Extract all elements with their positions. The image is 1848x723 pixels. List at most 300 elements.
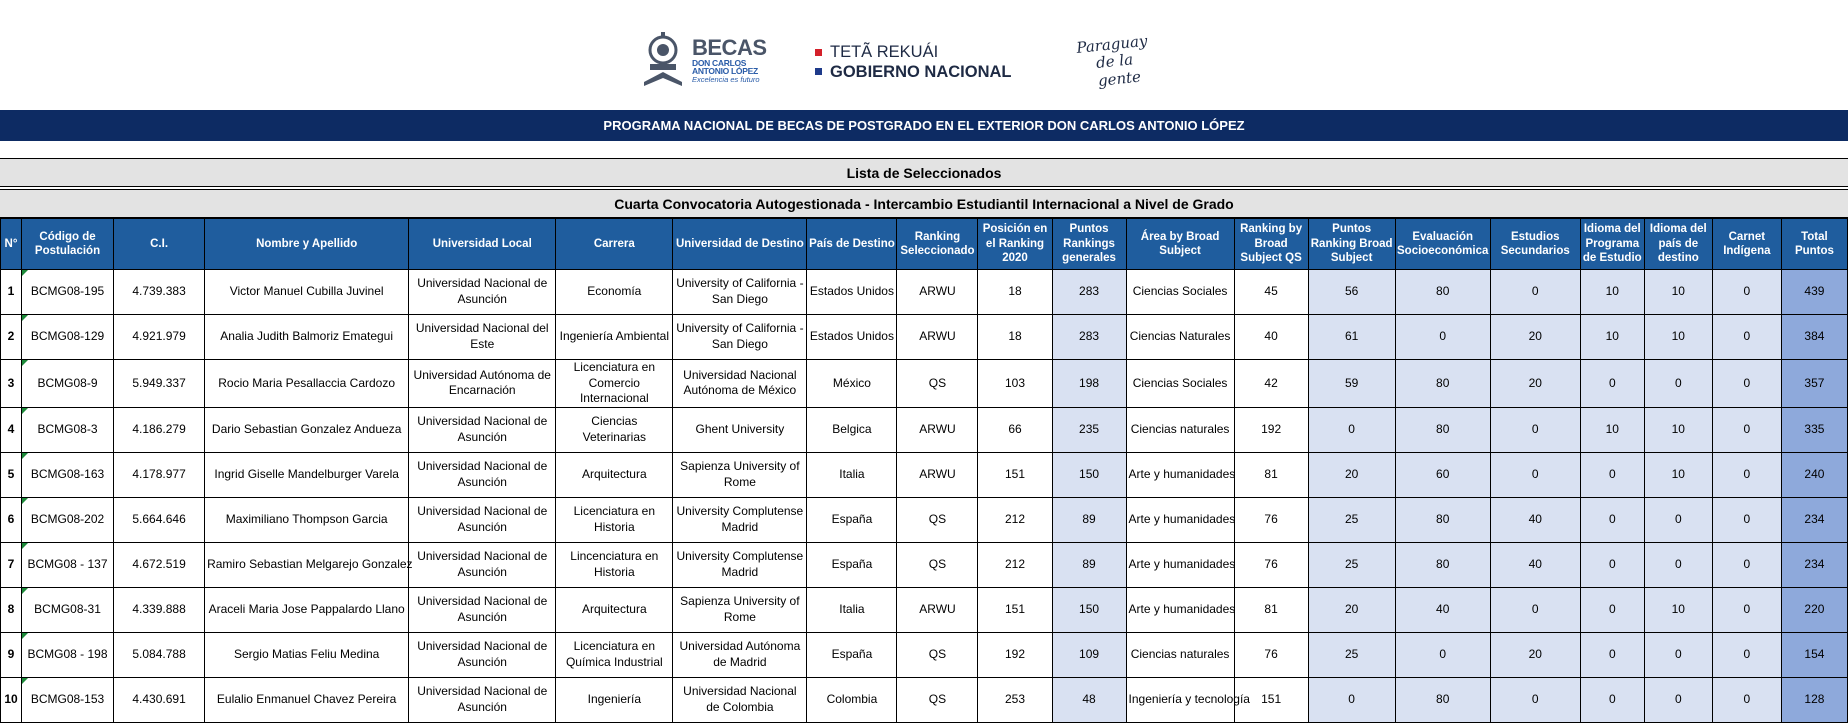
ranking-broad-subject-cell (1234, 542, 1308, 587)
pais-cell (807, 542, 897, 587)
codigo-cell-text: BCMG08-153 (30, 691, 105, 706)
carnet-cell-text: 0 (1743, 556, 1751, 571)
posicion-cell (978, 587, 1052, 632)
ranking-cell-text: QS (928, 646, 947, 661)
posicion-cell-text: 18 (1008, 284, 1022, 299)
total-cell-text: 128 (1804, 691, 1825, 706)
table-row (1, 360, 1848, 408)
posicion-cell-text: 192 (1004, 646, 1026, 661)
area-cell-text: Arte y humanidades (1128, 556, 1236, 571)
universidad-destino-cell (673, 315, 807, 360)
puntos-ranking-cell (1052, 315, 1126, 360)
row-number (1, 270, 22, 315)
codigo-cell (22, 270, 114, 315)
idioma-programa-cell-text: 0 (1608, 375, 1616, 390)
codigo-cell (22, 315, 114, 360)
row-number-text: 5 (7, 466, 15, 481)
universidad-local-cell-text: Universidad Nacional de Asunción (417, 639, 548, 669)
cell-comment-flag-icon (22, 408, 28, 414)
socioeconomica-cell-text: 80 (1436, 511, 1450, 526)
universidad-local-cell-text: Universidad Nacional de Asunción (417, 414, 548, 444)
idioma-pais-cell (1644, 497, 1712, 542)
column-header: Evaluación Socioeconómica (1395, 219, 1490, 270)
column-header: Universidad de Destino (673, 219, 807, 270)
universidad-destino-cell-text: Universidad Nacional Autónoma de México (683, 367, 797, 398)
column-header: Carrera (556, 219, 673, 270)
puntos-broad-subject-cell-text: 25 (1344, 646, 1359, 661)
posicion-cell (978, 497, 1052, 542)
universidad-destino-cell (673, 677, 807, 722)
socioeconomica-cell (1395, 587, 1490, 632)
nombre-cell-text: Ramiro Sebastian Melgarejo Gonzalez (207, 556, 413, 571)
nombre-cell-text: Victor Manuel Cubilla Juvinel (229, 284, 384, 299)
area-cell-text: Ciencias Sociales (1132, 375, 1228, 390)
idioma-pais-cell (1644, 587, 1712, 632)
ci-cell-text: 5.664.646 (132, 511, 186, 526)
idioma-pais-cell-text: 10 (1671, 421, 1685, 436)
table-row (1, 315, 1848, 360)
universidad-destino-cell-text: University of California - San Diego (676, 276, 804, 306)
column-header: Carnet Indígena (1712, 219, 1781, 270)
socioeconomica-cell (1395, 542, 1490, 587)
puntos-broad-subject-cell-text: 25 (1344, 511, 1359, 526)
cell-comment-flag-icon (22, 270, 28, 276)
area-cell (1126, 452, 1234, 497)
row-number-text: 9 (7, 646, 15, 661)
ranking-broad-subject-cell (1234, 587, 1308, 632)
socioeconomica-cell (1395, 677, 1490, 722)
posicion-cell-text: 151 (1004, 466, 1026, 481)
codigo-cell (22, 542, 114, 587)
universidad-local-cell-text: Universidad Nacional de Asunción (417, 459, 548, 489)
puntos-broad-subject-cell (1308, 542, 1395, 587)
posicion-cell (978, 360, 1052, 408)
area-cell-text: Ciencias naturales (1130, 646, 1230, 661)
ranking-broad-subject-cell-text: 81 (1264, 466, 1278, 481)
total-cell (1781, 542, 1847, 587)
posicion-cell (978, 632, 1052, 677)
total-cell (1781, 452, 1847, 497)
puntos-broad-subject-cell (1308, 587, 1395, 632)
socioeconomica-cell-text: 80 (1436, 691, 1450, 706)
table-row (1, 677, 1848, 722)
universidad-local-cell-text: Universidad Nacional de Asunción (417, 276, 548, 306)
codigo-cell-text: BCMG08 - 137 (27, 556, 108, 571)
puntos-broad-subject-cell (1308, 677, 1395, 722)
carnet-cell-text: 0 (1743, 511, 1751, 526)
nombre-cell-text: Rocio Maria Pesallaccia Cardozo (218, 375, 396, 390)
puntos-ranking-cell-text: 89 (1082, 556, 1096, 571)
carnet-cell (1712, 497, 1781, 542)
ranking-broad-subject-cell-text: 42 (1264, 375, 1278, 390)
becas-logo (640, 30, 767, 90)
area-cell-text: Arte y humanidades (1128, 466, 1236, 481)
column-header: N° (1, 219, 22, 270)
codigo-cell-text: BCMG08-9 (37, 375, 98, 390)
idioma-programa-cell-text: 0 (1608, 646, 1616, 661)
puntos-broad-subject-cell-text: 0 (1348, 421, 1355, 436)
becas-emblem-icon (640, 32, 686, 88)
pais-cell-text: Colombia (826, 691, 878, 706)
pais-cell-text: Italia (839, 601, 865, 616)
carnet-cell-text: 0 (1743, 284, 1751, 299)
puntos-ranking-cell (1052, 587, 1126, 632)
column-header: Idioma del país de destino (1644, 219, 1712, 270)
row-number (1, 497, 22, 542)
carrera-cell (556, 452, 673, 497)
ranking-cell (897, 270, 978, 315)
puntos-ranking-cell-text: 198 (1079, 375, 1100, 390)
universidad-destino-cell (673, 497, 807, 542)
ci-cell-text: 4.178.977 (132, 466, 186, 481)
total-cell (1781, 677, 1847, 722)
idioma-programa-cell-text: 10 (1605, 329, 1619, 344)
ci-cell-text: 4.672.519 (132, 556, 186, 571)
socioeconomica-cell-text: 80 (1436, 284, 1450, 299)
column-header: Nombre y Apellido (205, 219, 409, 270)
puntos-broad-subject-cell (1308, 452, 1395, 497)
universidad-destino-cell-text: University Complutense Madrid (676, 504, 804, 534)
carnet-cell (1712, 632, 1781, 677)
codigo-cell (22, 407, 114, 452)
idioma-pais-cell-text: 10 (1671, 601, 1685, 616)
cell-comment-flag-icon (22, 315, 28, 321)
row-number-text: 1 (7, 284, 15, 299)
idioma-pais-cell (1644, 632, 1712, 677)
column-header: Puntos Rankings generales (1052, 219, 1126, 270)
idioma-programa-cell (1580, 315, 1644, 360)
universidad-local-cell-text: Universidad Nacional de Asunción (417, 684, 548, 714)
carnet-cell (1712, 360, 1781, 408)
idioma-programa-cell (1580, 677, 1644, 722)
carnet-cell-text: 0 (1743, 375, 1751, 390)
cell-comment-flag-icon (22, 633, 28, 639)
idioma-pais-cell-text: 0 (1674, 556, 1682, 571)
pais-cell (807, 270, 897, 315)
socioeconomica-cell-text: 60 (1436, 466, 1450, 481)
codigo-cell-text: BCMG08-129 (30, 329, 105, 344)
pais-cell-text: Estados Unidos (809, 329, 894, 344)
row-number (1, 407, 22, 452)
area-cell (1126, 407, 1234, 452)
ranking-cell (897, 452, 978, 497)
becas-wordmark (692, 34, 767, 84)
row-number (1, 315, 22, 360)
area-cell-text: Arte y humanidades (1128, 601, 1236, 616)
codigo-cell (22, 452, 114, 497)
row-number-text: 2 (7, 329, 15, 344)
codigo-cell (22, 677, 114, 722)
ci-cell-text: 4.430.691 (132, 691, 186, 706)
row-number-text: 8 (7, 601, 15, 616)
pais-cell (807, 497, 897, 542)
ranking-broad-subject-cell (1234, 452, 1308, 497)
area-cell (1126, 632, 1234, 677)
de-la-gente-text: de la gente (1095, 50, 1142, 90)
ci-cell-text: 4.339.888 (132, 601, 186, 616)
row-number-text: 4 (7, 421, 15, 436)
secundarios-cell-text: 0 (1531, 691, 1539, 706)
carnet-cell (1712, 452, 1781, 497)
nombre-cell (205, 632, 409, 677)
universidad-local-cell (409, 452, 556, 497)
becas-subtitle-2: ANTONIO LÓPEZ (692, 66, 758, 77)
posicion-cell-text: 212 (1004, 556, 1026, 571)
total-cell (1781, 587, 1847, 632)
secundarios-cell-text: 0 (1531, 601, 1539, 616)
total-cell (1781, 497, 1847, 542)
idioma-pais-cell-text: 0 (1674, 511, 1682, 526)
idioma-programa-cell-text: 0 (1608, 691, 1616, 706)
column-header: Idioma del Programa de Estudio (1580, 219, 1644, 270)
column-header: Ranking by Broad Subject QS (1234, 219, 1308, 270)
convocatoria-subtitle: Cuarta Convocatoria Autogestionada - Intercambio Estudiantil Internacional a Nivel de Grado (0, 189, 1848, 218)
ranking-cell (897, 542, 978, 587)
puntos-broad-subject-cell (1308, 270, 1395, 315)
table-row (1, 452, 1848, 497)
puntos-broad-subject-cell-text: 20 (1344, 601, 1359, 616)
ci-cell (114, 587, 205, 632)
ranking-broad-subject-cell (1234, 270, 1308, 315)
puntos-ranking-cell-text: 283 (1079, 329, 1100, 344)
ranking-cell (897, 360, 978, 408)
column-header: Universidad Local (409, 219, 556, 270)
codigo-cell-text: BCMG08-3 (37, 421, 98, 436)
secundarios-cell-text: 40 (1528, 556, 1542, 571)
ranking-cell-text: QS (928, 691, 947, 706)
area-cell (1126, 677, 1250, 722)
ci-cell-text: 4.186.279 (132, 421, 186, 436)
puntos-ranking-cell (1052, 632, 1126, 677)
idioma-pais-cell (1644, 452, 1712, 497)
row-number (1, 587, 22, 632)
gobierno-nacional-text: GOBIERNO NACIONAL (830, 62, 1012, 81)
posicion-cell-text: 253 (1004, 691, 1026, 706)
ci-cell (114, 315, 205, 360)
carnet-cell-text: 0 (1743, 466, 1751, 481)
pais-cell (807, 407, 897, 452)
nombre-cell (205, 587, 409, 632)
puntos-ranking-cell (1052, 542, 1126, 587)
codigo-cell (22, 360, 114, 408)
universidad-destino-cell-text: Sapienza University of Rome (680, 594, 800, 624)
universidad-local-cell-text: Universidad Nacional de Asunción (417, 549, 548, 579)
gobierno-logo (815, 44, 1012, 80)
area-cell (1126, 542, 1234, 587)
carrera-cell-text: Ciencias Veterinarias (582, 414, 646, 444)
ranking-broad-subject-cell-text: 81 (1264, 601, 1278, 616)
ranking-broad-subject-cell-text: 151 (1261, 691, 1282, 706)
carrera-cell-text: Arquitectura (581, 601, 647, 616)
codigo-cell-text: BCMG08-31 (34, 601, 101, 616)
idioma-pais-cell-text: 0 (1674, 646, 1682, 661)
secundarios-cell-text: 0 (1531, 466, 1539, 481)
secundarios-cell (1490, 407, 1580, 452)
nombre-cell-text: Sergio Matias Feliu Medina (233, 646, 380, 661)
ci-cell-text: 4.739.383 (132, 284, 186, 299)
ranking-cell-text: ARWU (919, 601, 956, 616)
nombre-cell (205, 270, 409, 315)
idioma-programa-cell-text: 0 (1608, 556, 1616, 571)
row-number-text: 3 (7, 375, 15, 390)
carnet-cell (1712, 542, 1781, 587)
codigo-cell (22, 632, 114, 677)
ranking-cell-text: ARWU (919, 466, 956, 481)
nombre-cell-text: Ingrid Giselle Mandelburger Varela (214, 466, 399, 481)
puntos-ranking-cell (1052, 497, 1126, 542)
socioeconomica-cell (1395, 407, 1490, 452)
area-cell-text: Ingeniería y tecnología (1128, 691, 1250, 706)
ci-cell (114, 360, 205, 408)
socioeconomica-cell-text: 80 (1436, 375, 1450, 390)
socioeconomica-cell-text: 40 (1436, 601, 1450, 616)
table-row (1, 632, 1848, 677)
universidad-local-cell (409, 542, 556, 587)
carrera-cell (556, 497, 673, 542)
idioma-programa-cell-text: 10 (1605, 421, 1619, 436)
ci-cell (114, 497, 205, 542)
carrera-cell (556, 407, 673, 452)
becas-subtitle-1: DON CARLOS (692, 57, 747, 68)
puntos-broad-subject-cell-text: 56 (1344, 284, 1359, 299)
posicion-cell-text: 103 (1004, 375, 1026, 390)
idioma-programa-cell (1580, 497, 1644, 542)
universidad-destino-cell (673, 270, 807, 315)
idioma-pais-cell-text: 0 (1674, 375, 1682, 390)
table-row (1, 497, 1848, 542)
codigo-cell (22, 587, 114, 632)
table-row (1, 270, 1848, 315)
ranking-cell (897, 632, 978, 677)
secundarios-cell (1490, 542, 1580, 587)
pais-cell-text: Italia (839, 466, 865, 481)
table-body (1, 270, 1848, 723)
ci-cell (114, 542, 205, 587)
puntos-ranking-cell-text: 48 (1082, 691, 1096, 706)
total-cell (1781, 632, 1847, 677)
total-cell-text: 384 (1804, 329, 1825, 344)
puntos-ranking-cell-text: 89 (1082, 511, 1096, 526)
universidad-local-cell-text: Universidad Nacional de Asunción (417, 504, 548, 534)
pais-cell (807, 632, 897, 677)
universidad-destino-cell (673, 542, 807, 587)
area-cell (1126, 315, 1234, 360)
universidad-destino-cell-text: Universidad Autónoma de Madrid (679, 639, 801, 669)
secundarios-cell-text: 40 (1528, 511, 1542, 526)
ranking-broad-subject-cell-text: 45 (1264, 284, 1278, 299)
socioeconomica-cell (1395, 315, 1490, 360)
secundarios-cell (1490, 452, 1580, 497)
carrera-cell-text: Economía (587, 284, 642, 299)
logo-header (0, 0, 1848, 110)
row-number-text: 7 (7, 556, 15, 571)
pais-cell-text: Belgica (832, 421, 872, 436)
pais-cell (807, 360, 897, 408)
puntos-ranking-cell-text: 150 (1079, 601, 1100, 616)
secundarios-cell (1490, 315, 1580, 360)
table-row (1, 407, 1848, 452)
secundarios-cell (1490, 677, 1580, 722)
table-row (1, 587, 1848, 632)
carnet-cell (1712, 677, 1781, 722)
cell-comment-flag-icon (22, 678, 28, 684)
carrera-cell-text: Ingeniería (587, 691, 641, 706)
nombre-cell-text: Maximiliano Thompson Garcia (225, 511, 388, 526)
secundarios-cell (1490, 360, 1580, 408)
row-number (1, 677, 22, 722)
universidad-local-cell-text: Universidad Nacional del Este (415, 321, 549, 351)
area-cell-text: Ciencias Sociales (1132, 284, 1228, 299)
teta-rekuai-line (815, 44, 1012, 61)
area-cell-text: Ciencias Naturales (1129, 329, 1231, 344)
total-cell (1781, 360, 1847, 408)
carnet-cell-text: 0 (1743, 329, 1751, 344)
universidad-local-cell (409, 677, 556, 722)
carnet-cell-text: 0 (1743, 691, 1751, 706)
selected-list-table (0, 218, 1848, 723)
secundarios-cell-text: 20 (1528, 329, 1542, 344)
socioeconomica-cell (1395, 360, 1490, 408)
total-cell (1781, 315, 1847, 360)
area-cell (1126, 587, 1234, 632)
idioma-pais-cell (1644, 407, 1712, 452)
carnet-cell (1712, 587, 1781, 632)
universidad-local-cell (409, 587, 556, 632)
column-header: Puntos Ranking Broad Subject (1308, 219, 1395, 270)
secundarios-cell-text: 20 (1528, 646, 1542, 661)
idioma-pais-cell (1644, 542, 1712, 587)
idioma-programa-cell-text: 0 (1608, 466, 1616, 481)
puntos-ranking-cell-text: 283 (1079, 284, 1100, 299)
idioma-programa-cell-text: 0 (1608, 601, 1616, 616)
ranking-cell-text: QS (928, 556, 947, 571)
ranking-cell (897, 407, 978, 452)
idioma-pais-cell (1644, 677, 1712, 722)
codigo-cell-text: BCMG08-202 (30, 511, 105, 526)
secundarios-cell-text: 0 (1531, 284, 1539, 299)
puntos-broad-subject-cell-text: 25 (1344, 556, 1359, 571)
ranking-cell-text: ARWU (919, 421, 956, 436)
posicion-cell (978, 407, 1052, 452)
codigo-cell-text: BCMG08-163 (30, 466, 105, 481)
pais-cell-text: España (831, 511, 873, 526)
ranking-cell (897, 315, 978, 360)
puntos-broad-subject-cell (1308, 407, 1395, 452)
universidad-local-cell (409, 315, 556, 360)
puntos-ranking-cell (1052, 407, 1126, 452)
nombre-cell (205, 407, 409, 452)
posicion-cell-text: 151 (1004, 601, 1026, 616)
idioma-pais-cell-text: 10 (1671, 466, 1685, 481)
carrera-cell (556, 632, 673, 677)
nombre-cell-text: Eulalio Enmanuel Chavez Pereira (216, 691, 397, 706)
total-cell-text: 335 (1804, 421, 1825, 436)
carrera-cell (556, 587, 673, 632)
puntos-broad-subject-cell-text: 20 (1344, 466, 1359, 481)
total-cell-text: 220 (1804, 601, 1825, 616)
carrera-cell (556, 315, 673, 360)
column-header: Código de Postulación (22, 219, 114, 270)
carnet-cell-text: 0 (1743, 646, 1751, 661)
pais-cell (807, 677, 897, 722)
ci-cell (114, 270, 205, 315)
area-cell (1126, 360, 1234, 408)
nombre-cell (205, 677, 409, 722)
ci-cell (114, 407, 205, 452)
ranking-broad-subject-cell (1234, 497, 1308, 542)
cell-comment-flag-icon (22, 498, 28, 504)
ranking-broad-subject-cell (1234, 632, 1308, 677)
